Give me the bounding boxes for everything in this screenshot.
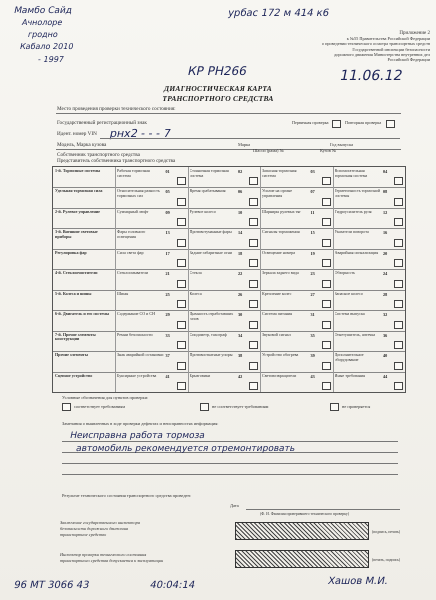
grid-cell-label: Колеса (189, 291, 202, 296)
grid-row-label: Прочие элементы (55, 353, 88, 358)
grid-cell-checkbox (177, 177, 186, 185)
conclusion-label: Результат технического состояния транспортного средства проведен: (62, 493, 192, 498)
handwriting-top-right: урбас 172 м 414 к6 (226, 8, 331, 19)
grid-cell-checkbox (322, 177, 331, 185)
handwriting-top-left-5: - 1997 (37, 55, 65, 64)
handwriting-signature: Хашов М.И. (326, 576, 389, 587)
grid-cell-checkbox (322, 218, 331, 226)
grid-cell-checkbox (177, 280, 186, 288)
grid-cell-checkbox (249, 259, 258, 267)
grid-col-rule (333, 187, 334, 207)
grid-row-label: 2-й. Рулевое управление (55, 209, 100, 214)
inspector-permission-label: (печать, подпись) (372, 558, 401, 562)
handwriting-bottom-left: 96 МТ 3066 43 (12, 580, 91, 591)
conclusion-signature-label: (подпись, печать) (372, 530, 401, 534)
grid-row-label: 4-й. Стеклоочистители (55, 271, 98, 276)
grid-cell-label: Обзорность (334, 271, 356, 276)
grid-cell-checkbox (177, 239, 186, 247)
grid-cell-label: Запасное колесо (334, 291, 363, 296)
grid-row-label: Сцепное устройство (55, 373, 93, 378)
remarks-rule-4 (62, 474, 398, 475)
grid-cell-checkbox (177, 198, 186, 206)
grid-col-rule (260, 351, 261, 371)
grid-col-rule (333, 249, 334, 269)
grid-cell-checkbox (177, 259, 186, 267)
grid-cell-label: Усилие на органе управления (262, 189, 293, 199)
grid-cell-label: Иные требования (334, 373, 366, 378)
grid-cell-code: 10 (238, 209, 243, 215)
conclusion-hatched-box (235, 522, 369, 540)
grid-cell-checkbox (249, 218, 258, 226)
grid-cell-checkbox (177, 218, 186, 226)
grid-cell-checkbox (249, 177, 258, 185)
grid-col-rule (188, 290, 189, 310)
grid-cell-code: 31 (310, 312, 315, 318)
grid-col-rule (115, 372, 116, 392)
grid-col-rule (115, 167, 116, 187)
grid-cell-label: Сила света фар (117, 250, 144, 255)
grid-cell-label: Устройство обогрева (262, 353, 299, 358)
grid-cell-label: Вспомогательная тормозная система (334, 169, 368, 178)
grid-col-rule (333, 310, 334, 330)
grid-cell-checkbox (177, 382, 186, 390)
grid-cell-checkbox (322, 259, 331, 267)
grid-col-rule (188, 331, 189, 351)
legend-fail-box (200, 403, 209, 411)
title-line-2: ТРАНСПОРТНОГО СРЕДСТВА (162, 94, 274, 103)
grid-cell-code: 39 (310, 353, 315, 359)
grid-cell-label: Ремни безопасности (117, 332, 153, 337)
grid-cell-label: Противотуманные фары (189, 230, 232, 235)
grid-cell-label: Относительная разность тормозных сил (117, 189, 160, 199)
repeated-box (386, 120, 395, 128)
grid-cell-checkbox (249, 362, 258, 370)
grid-cell-checkbox (249, 280, 258, 288)
handwriting-bottom-mid: 40:04:14 (148, 580, 197, 591)
grid-cell-code: 42 (238, 373, 243, 379)
grid-col-rule (260, 269, 261, 289)
grid-cell-code: 07 (310, 189, 315, 195)
grid-col-rule (260, 310, 261, 330)
handwriting-stamp: КР PH266 (186, 64, 249, 78)
inspector-line-1: Инспектор проверки технического состояния (60, 552, 147, 557)
grid-row-rule (53, 372, 405, 373)
legend-ok-box (62, 403, 71, 411)
grid-cell-checkbox (249, 198, 258, 206)
annex-line: к №55 Правительства Российской Федерации (346, 36, 430, 42)
grid-cell-label: Освещение номера (262, 250, 296, 255)
grid-col-rule (188, 269, 189, 289)
grid-col-rule (115, 187, 116, 207)
grid-cell-checkbox (322, 300, 331, 308)
grid-row-rule (53, 351, 405, 352)
grid-cell-label: Брызговики (189, 373, 211, 378)
grid-cell-checkbox (249, 321, 258, 329)
handwriting-top-left-3: гродно (27, 30, 59, 39)
grid-cell-checkbox (394, 239, 403, 247)
grid-cell-code: 25 (165, 291, 170, 297)
grid-cell-code: 17 (165, 250, 170, 256)
annex-line: о проведении технического осмотра транспортных средств (321, 41, 430, 47)
remarks-rule-3 (62, 463, 398, 464)
legend-na: не проверяется (342, 404, 371, 409)
grid-cell-code: 33 (165, 332, 170, 338)
grid-cell-label: Дополнительное оборудование (334, 353, 364, 362)
grid-cell-code: 27 (310, 291, 315, 297)
grid-cell-code: 18 (238, 250, 243, 256)
handwriting-remarks-2: автомобиль рекомендуется отремонтировать (74, 444, 297, 454)
field-place-rule (56, 113, 401, 114)
grid-cell-code: 02 (238, 169, 243, 174)
grid-cell-label: Время срабатывания (189, 189, 226, 194)
grid-cell-label: Шины (117, 291, 129, 296)
field-vin: Идент. номер VIN (57, 131, 97, 137)
grid-col-rule (188, 167, 189, 187)
grid-cell-label: Рабочая тормозная система (117, 169, 150, 178)
grid-col-rule (333, 331, 334, 351)
grid-cell-code: 24 (383, 271, 388, 277)
grid-cell-label: Зеркала заднего вида (262, 271, 299, 276)
grid-row-rule (53, 228, 405, 229)
conclusion-rule-1 (246, 509, 400, 510)
grid-col-rule (333, 228, 334, 248)
grid-col-rule (333, 269, 334, 289)
grid-col-rule (115, 310, 116, 330)
grid-col-rule (115, 269, 116, 289)
grid-cell-checkbox (249, 239, 258, 247)
remarks-rule-1 (62, 441, 398, 442)
first-time-box (332, 120, 341, 128)
field-place: Место проведения проверки технического состояния: (57, 106, 176, 112)
annex-line: дорожного движения Министерства внутренних дел (334, 51, 430, 57)
legend-title: Условные обозначения для пунктов проверки: (62, 395, 149, 400)
grid-row-label: Регулировка фар (55, 250, 87, 255)
grid-cell-checkbox (249, 382, 258, 390)
grid-row-label: 6-й. Двигатель и его системы (55, 312, 110, 317)
grid-cell-checkbox (322, 362, 331, 370)
grid-cell-label: Огнетушитель, аптечка (334, 332, 376, 337)
grid-col-rule (188, 310, 189, 330)
grid-cell-code: 28 (383, 291, 388, 297)
grid-cell-code: 20 (383, 250, 388, 256)
grid-row-rule (53, 187, 405, 188)
annex-line: Государственной инспекции безопасности (352, 46, 430, 52)
grid-cell-label: Указатели поворота (334, 230, 369, 235)
grid-cell-code: 06 (238, 189, 243, 195)
grid-row-rule (53, 310, 405, 311)
grid-cell-checkbox (394, 177, 403, 185)
field-owner: Представитель собственника транспортного средства (57, 158, 176, 164)
title-line-1: ДИАГНОСТИЧЕСКАЯ КАРТА (164, 84, 272, 93)
grid-cell-code: 11 (310, 209, 315, 215)
grid-cell-code: 43 (310, 373, 315, 379)
grid-col-rule (115, 290, 116, 310)
repeated-label: Повторная проверка (345, 120, 382, 125)
grid-cell-label: Дымность отработавших газов (189, 312, 234, 321)
grid-col-rule (188, 208, 189, 228)
grid-col-rule (188, 228, 189, 248)
grid-cell-code: 32 (383, 312, 388, 318)
grid-cell-checkbox (322, 198, 331, 206)
grid-cell-label: Сигналы торможения (262, 230, 300, 235)
conclusion-line-1: Заключение государственного инспектора (60, 520, 141, 525)
grid-cell-label: Герметичность тормозной системы (334, 189, 381, 199)
inspector-hatched-box (235, 550, 369, 568)
handwriting-top-left-2: Ачнолоре (21, 18, 64, 27)
grid-cell-checkbox (394, 321, 403, 329)
grid-cell-label: Противооткатные упоры (189, 353, 233, 358)
grid-col-rule (260, 228, 261, 248)
grid-col-rule (260, 249, 261, 269)
grid-cell-label: Крепление колес (262, 291, 292, 296)
grid-cell-label: Шарниры рулевых тяг (262, 209, 301, 214)
grid-cell-checkbox (177, 300, 186, 308)
legend-na-box (330, 403, 339, 411)
grid-cell-label: Содержание СО и СН (117, 312, 156, 317)
grid-cell-label: Стояночная тормозная система (189, 169, 229, 178)
grid-cell-code: 01 (165, 169, 170, 174)
grid-col-rule (260, 331, 261, 351)
grid-col-rule (260, 167, 261, 187)
grid-col-rule (260, 290, 261, 310)
grid-row-label: 7-й. Прочие элементы конструкции (55, 332, 96, 342)
grid-col-rule (115, 228, 116, 248)
grid-cell-label: Звуковой сигнал (262, 332, 291, 337)
grid-col-rule (115, 351, 116, 371)
grid-cell-code: 03 (310, 169, 315, 174)
grid-cell-checkbox (177, 341, 186, 349)
grid-cell-label: Спидометр, тахограф (189, 332, 227, 337)
grid-cell-code: 30 (238, 312, 243, 318)
conclusion-line-3: транспортное средство (60, 532, 107, 537)
grid-cell-code: 21 (165, 271, 170, 277)
grid-cell-checkbox (322, 341, 331, 349)
grid-row-label: 1-й. Тормозные системы (55, 169, 101, 173)
grid-col-rule (115, 208, 116, 228)
grid-cell-label: Задние габаритные огни (189, 250, 232, 255)
grid-cell-code: 16 (383, 230, 388, 236)
field-body: Кузов № (320, 148, 337, 153)
grid-cell-checkbox (394, 280, 403, 288)
grid-row-rule (53, 249, 405, 250)
grid-cell-checkbox (177, 362, 186, 370)
conclusion-date: Дата (230, 503, 239, 508)
grid-cell-label: Буксирные устройства (117, 373, 157, 378)
grid-cell-code: 38 (238, 353, 243, 359)
grid-cell-label: Стекла (189, 271, 202, 276)
grid-row-label: Удельная тормозная сила (55, 189, 103, 194)
grid-cell-checkbox (394, 300, 403, 308)
grid-cell-code: 08 (383, 189, 388, 195)
legend-ok: соответствует требованиям (74, 404, 126, 409)
grid-cell-label: Гидроусилитель руля (334, 209, 372, 214)
annex-line: Приложение 2 (399, 31, 430, 36)
inspection-grid (52, 166, 406, 393)
grid-cell-checkbox (394, 259, 403, 267)
annex-line: Российской Федерации (387, 57, 430, 63)
handwriting-top-left-4: Кабало 2010 (19, 42, 75, 51)
grid-cell-code: 29 (165, 312, 170, 318)
remarks-label: Замечания о выявленных в ходе проверки дефектах и неисправностях информация: (62, 421, 219, 426)
grid-cell-label: Рулевое колесо (189, 209, 216, 214)
grid-col-rule (115, 249, 116, 269)
grid-col-rule (188, 249, 189, 269)
grid-cell-label: Фары головного освещения (117, 230, 146, 240)
field-brand: Марка (238, 142, 251, 147)
grid-row-rule (53, 208, 405, 209)
grid-cell-label: Суммарный люфт (117, 209, 149, 214)
grid-cell-code: 14 (238, 230, 243, 236)
grid-col-rule (333, 351, 334, 371)
grid-cell-checkbox (249, 300, 258, 308)
grid-cell-code: 15 (310, 230, 315, 236)
grid-cell-code: 05 (165, 189, 170, 195)
grid-cell-code: 41 (165, 373, 170, 379)
grid-col-rule (188, 372, 189, 392)
field-reg-plate: Государственный регистрационный знак (57, 120, 147, 126)
grid-row-label: 5-й. Колеса и шины (55, 291, 92, 296)
grid-cell-code: 23 (310, 271, 315, 277)
grid-cell-checkbox (394, 382, 403, 390)
grid-col-rule (188, 351, 189, 371)
grid-cell-label: Световозвращатели (262, 373, 297, 378)
grid-cell-code: 12 (383, 209, 388, 215)
grid-cell-checkbox (394, 341, 403, 349)
grid-col-rule (333, 290, 334, 310)
grid-cell-checkbox (322, 321, 331, 329)
grid-cell-code: 19 (310, 250, 315, 256)
grid-cell-code: 35 (310, 332, 315, 338)
grid-cell-code: 26 (238, 291, 243, 297)
grid-cell-code: 37 (165, 353, 170, 359)
field-chassis: Шасси (рама) № (253, 148, 284, 153)
grid-cell-code: 09 (165, 209, 170, 215)
grid-row-rule (53, 290, 405, 291)
legend-fail: не соответствует требованиям (212, 404, 269, 409)
grid-cell-checkbox (322, 382, 331, 390)
grid-row-rule (53, 269, 405, 270)
conclusion-fio: (Ф. И. Фамилия проверившего технического проверку) (260, 512, 350, 516)
grid-cell-checkbox (322, 239, 331, 247)
grid-cell-checkbox (177, 321, 186, 329)
grid-cell-checkbox (322, 280, 331, 288)
handwriting-remarks-1: Неисправна работа тормоза (68, 431, 206, 441)
grid-cell-code: 04 (383, 169, 388, 174)
handwriting-vin: рнх2 - - - 7 (108, 127, 172, 140)
grid-cell-label: Система выпуска (334, 312, 365, 317)
annex-block (306, 31, 430, 62)
conclusion-line-2: безопасности дорожного движения (60, 526, 128, 531)
grid-col-rule (115, 331, 116, 351)
grid-col-rule (260, 187, 261, 207)
grid-cell-checkbox (394, 218, 403, 226)
grid-cell-label: Система питания (262, 312, 293, 317)
grid-cell-label: Аварийная сигнализация (334, 250, 379, 255)
grid-cell-checkbox (394, 198, 403, 206)
field-vin-rule (100, 138, 400, 139)
field-model-rule (56, 149, 401, 150)
grid-cell-label: Стеклоомыватели (117, 271, 149, 276)
grid-cell-code: 13 (165, 230, 170, 236)
grid-cell-code: 22 (238, 271, 243, 277)
grid-col-rule (188, 187, 189, 207)
grid-row-label: 3-й. Внешние световые приборы (55, 230, 98, 240)
grid-cell-code: 34 (238, 332, 243, 338)
grid-col-rule (333, 167, 334, 187)
handwriting-top-left-1: Мамбо Сайд (12, 6, 73, 16)
grid-cell-code: 44 (383, 373, 388, 379)
grid-cell-label: Запасная тормозная система (262, 169, 297, 178)
field-model: Модель, Марка кузова (57, 142, 107, 148)
field-year: Год выпуска (330, 142, 354, 147)
grid-col-rule (260, 372, 261, 392)
grid-cell-code: 36 (383, 332, 388, 338)
grid-cell-checkbox (394, 362, 403, 370)
field-vehicle-type: Собственник транспортного средства (57, 152, 140, 158)
grid-row-rule (53, 331, 405, 332)
handwriting-date: 11.06.12 (338, 68, 405, 84)
grid-cell-label: Знак аварийной остановки (117, 353, 164, 358)
first-time-label: Первичная проверка (292, 120, 329, 125)
grid-col-rule (333, 208, 334, 228)
grid-col-rule (333, 372, 334, 392)
inspector-line-2: транспортного средства допускается к эксплуатации (60, 558, 164, 563)
grid-cell-checkbox (249, 341, 258, 349)
grid-col-rule (260, 208, 261, 228)
grid-cell-code: 40 (383, 353, 388, 359)
